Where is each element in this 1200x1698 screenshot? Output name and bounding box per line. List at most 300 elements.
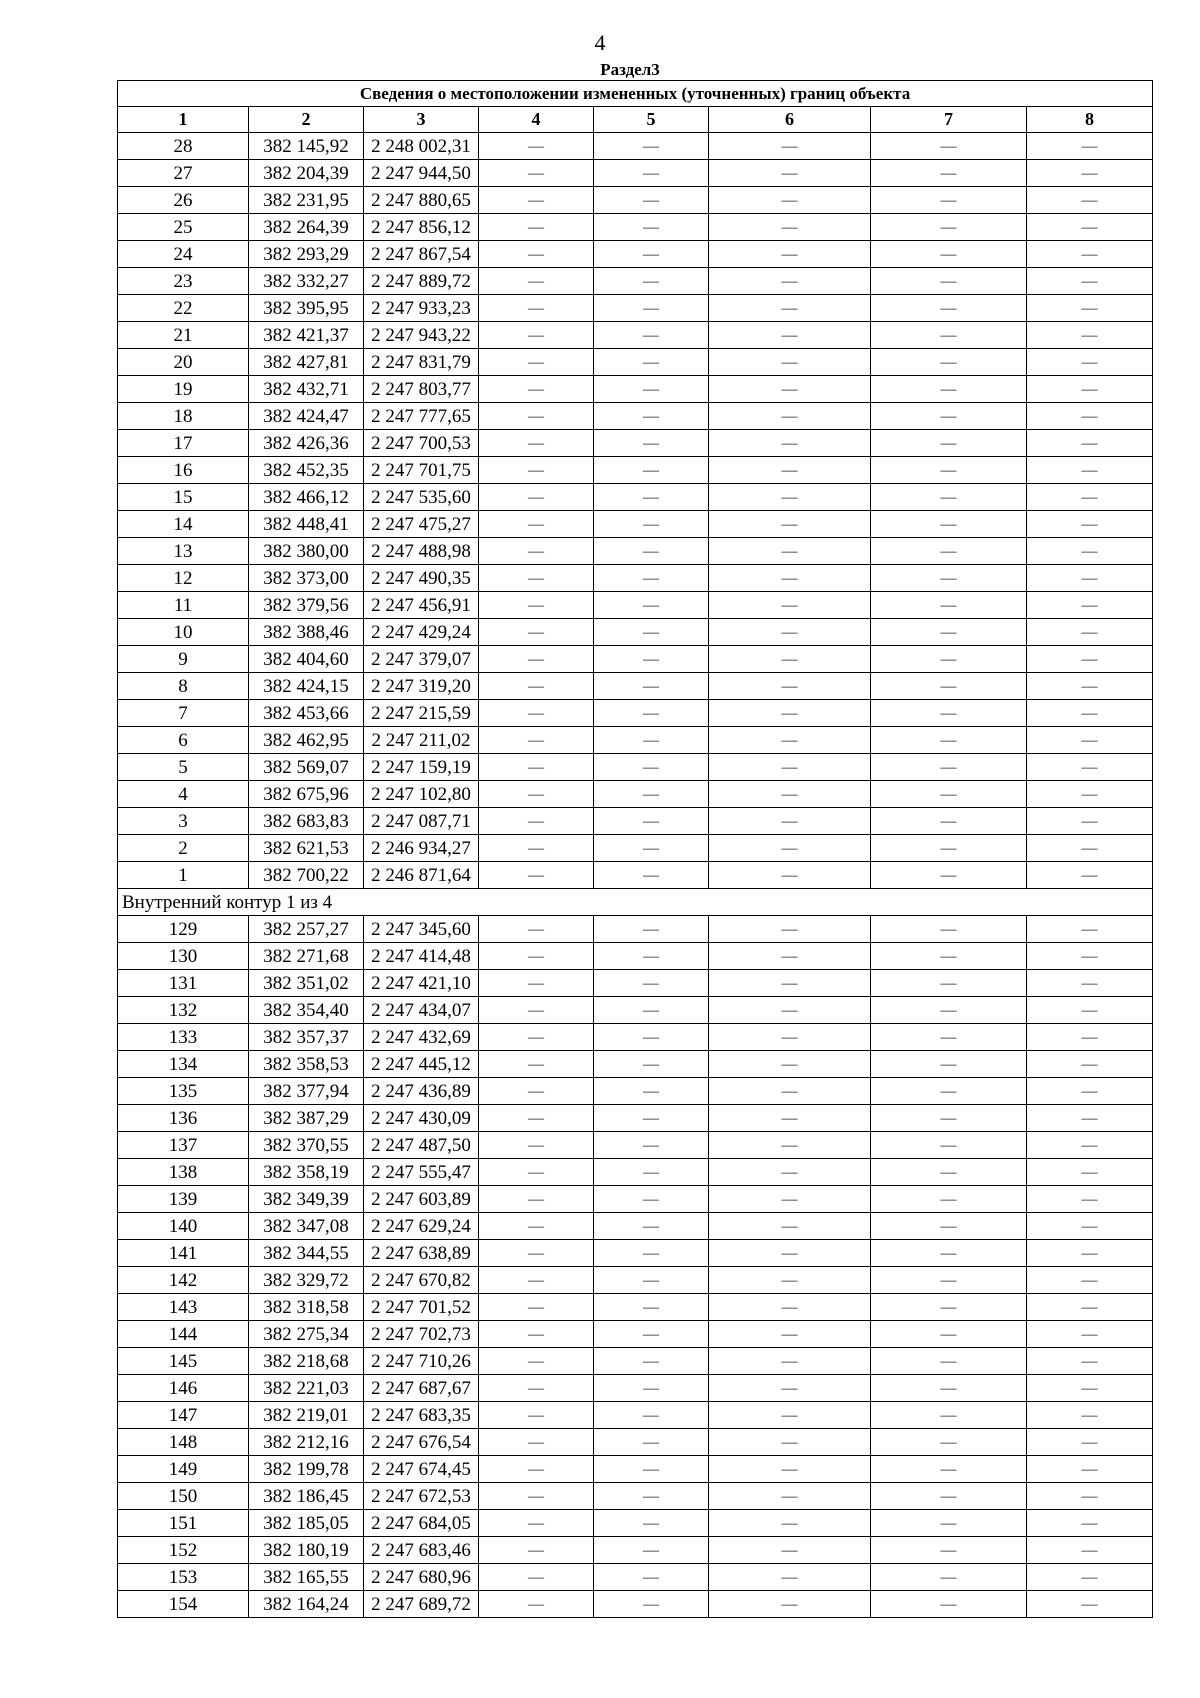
table-row — [118, 403, 1153, 430]
point-number-cell: 2 — [118, 835, 249, 862]
empty-value-dash: — — [709, 916, 871, 943]
empty-value-dash: — — [709, 511, 871, 538]
column-header: 8 — [1027, 107, 1153, 133]
x-coordinate-cell: 382 387,29 — [249, 1105, 364, 1132]
x-coordinate-cell: 382 271,68 — [249, 943, 364, 970]
table-row — [118, 1591, 1153, 1618]
y-coordinate-cell: 2 247 831,79 — [364, 349, 479, 376]
column-header: 7 — [871, 107, 1027, 133]
table-row — [118, 700, 1153, 727]
empty-value-dash: — — [594, 862, 709, 889]
point-number-cell: 138 — [118, 1159, 249, 1186]
empty-value-dash: — — [594, 484, 709, 511]
empty-value-dash: — — [1027, 160, 1153, 187]
contour-label: Внутренний контур 1 из 4 — [118, 889, 1153, 916]
empty-value-dash: — — [871, 1024, 1027, 1051]
y-coordinate-cell: 2 247 638,89 — [364, 1240, 479, 1267]
table-row — [118, 1483, 1153, 1510]
empty-value-dash: — — [1027, 349, 1153, 376]
empty-value-dash: — — [594, 727, 709, 754]
point-number-cell: 129 — [118, 916, 249, 943]
table-row — [118, 1537, 1153, 1564]
x-coordinate-cell: 382 358,19 — [249, 1159, 364, 1186]
point-number-cell: 25 — [118, 214, 249, 241]
y-coordinate-cell: 2 247 710,26 — [364, 1348, 479, 1375]
empty-value-dash: — — [479, 1267, 594, 1294]
column-header: 5 — [594, 107, 709, 133]
empty-value-dash: — — [709, 700, 871, 727]
empty-value-dash: — — [594, 1105, 709, 1132]
y-coordinate-cell: 2 247 456,91 — [364, 592, 479, 619]
empty-value-dash: — — [709, 1402, 871, 1429]
empty-value-dash: — — [479, 673, 594, 700]
point-number-cell: 8 — [118, 673, 249, 700]
empty-value-dash: — — [594, 1078, 709, 1105]
empty-value-dash: — — [871, 1456, 1027, 1483]
empty-value-dash: — — [594, 430, 709, 457]
empty-value-dash: — — [871, 781, 1027, 808]
empty-value-dash: — — [1027, 1429, 1153, 1456]
table-row — [118, 484, 1153, 511]
empty-value-dash: — — [479, 754, 594, 781]
table-row — [118, 943, 1153, 970]
table-row — [118, 349, 1153, 376]
empty-value-dash: — — [1027, 295, 1153, 322]
empty-value-dash: — — [871, 322, 1027, 349]
empty-value-dash: — — [594, 1375, 709, 1402]
empty-value-dash: — — [871, 214, 1027, 241]
empty-value-dash: — — [479, 457, 594, 484]
table-row — [118, 1132, 1153, 1159]
point-number-cell: 1 — [118, 862, 249, 889]
empty-value-dash: — — [594, 1591, 709, 1618]
point-number-cell: 154 — [118, 1591, 249, 1618]
empty-value-dash: — — [594, 214, 709, 241]
empty-value-dash: — — [871, 1078, 1027, 1105]
empty-value-dash: — — [709, 673, 871, 700]
x-coordinate-cell: 382 388,46 — [249, 619, 364, 646]
y-coordinate-cell: 2 247 687,67 — [364, 1375, 479, 1402]
table-row — [118, 862, 1153, 889]
empty-value-dash: — — [871, 1294, 1027, 1321]
x-coordinate-cell: 382 380,00 — [249, 538, 364, 565]
table-row — [118, 1348, 1153, 1375]
empty-value-dash: — — [1027, 214, 1153, 241]
empty-value-dash: — — [594, 1564, 709, 1591]
empty-value-dash: — — [709, 754, 871, 781]
empty-value-dash: — — [594, 808, 709, 835]
empty-value-dash: — — [479, 1186, 594, 1213]
empty-value-dash: — — [479, 646, 594, 673]
empty-value-dash: — — [594, 1456, 709, 1483]
empty-value-dash: — — [1027, 1240, 1153, 1267]
empty-value-dash: — — [594, 916, 709, 943]
empty-value-dash: — — [594, 403, 709, 430]
empty-value-dash: — — [479, 484, 594, 511]
empty-value-dash: — — [479, 511, 594, 538]
point-number-cell: 9 — [118, 646, 249, 673]
x-coordinate-cell: 382 344,55 — [249, 1240, 364, 1267]
empty-value-dash: — — [594, 592, 709, 619]
x-coordinate-cell: 382 432,71 — [249, 376, 364, 403]
table-row — [118, 457, 1153, 484]
table-row — [118, 997, 1153, 1024]
empty-value-dash: — — [709, 1078, 871, 1105]
y-coordinate-cell: 2 246 871,64 — [364, 862, 479, 889]
empty-value-dash: — — [871, 1348, 1027, 1375]
point-number-cell: 152 — [118, 1537, 249, 1564]
empty-value-dash: — — [594, 295, 709, 322]
empty-value-dash: — — [1027, 1294, 1153, 1321]
table-row — [118, 268, 1153, 295]
empty-value-dash: — — [1027, 997, 1153, 1024]
empty-value-dash: — — [479, 592, 594, 619]
empty-value-dash: — — [594, 457, 709, 484]
empty-value-dash: — — [871, 403, 1027, 430]
empty-value-dash: — — [709, 1213, 871, 1240]
empty-value-dash: — — [709, 862, 871, 889]
point-number-cell: 148 — [118, 1429, 249, 1456]
empty-value-dash: — — [1027, 1402, 1153, 1429]
empty-value-dash: — — [594, 1051, 709, 1078]
empty-value-dash: — — [1027, 700, 1153, 727]
empty-value-dash: — — [709, 1375, 871, 1402]
table-row — [118, 187, 1153, 214]
empty-value-dash: — — [1027, 1564, 1153, 1591]
empty-value-dash: — — [709, 1267, 871, 1294]
empty-value-dash: — — [709, 484, 871, 511]
empty-value-dash: — — [871, 457, 1027, 484]
x-coordinate-cell: 382 186,45 — [249, 1483, 364, 1510]
x-coordinate-cell: 382 379,56 — [249, 592, 364, 619]
empty-value-dash: — — [871, 1564, 1027, 1591]
empty-value-dash: — — [594, 1402, 709, 1429]
empty-value-dash: — — [709, 646, 871, 673]
point-number-cell: 3 — [118, 808, 249, 835]
y-coordinate-cell: 2 247 432,69 — [364, 1024, 479, 1051]
empty-value-dash: — — [709, 160, 871, 187]
x-coordinate-cell: 382 675,96 — [249, 781, 364, 808]
empty-value-dash: — — [1027, 241, 1153, 268]
empty-value-dash: — — [1027, 754, 1153, 781]
x-coordinate-cell: 382 329,72 — [249, 1267, 364, 1294]
empty-value-dash: — — [1027, 1483, 1153, 1510]
empty-value-dash: — — [871, 970, 1027, 997]
y-coordinate-cell: 2 247 087,71 — [364, 808, 479, 835]
empty-value-dash: — — [1027, 511, 1153, 538]
empty-value-dash: — — [871, 1429, 1027, 1456]
x-coordinate-cell: 382 466,12 — [249, 484, 364, 511]
point-number-cell: 17 — [118, 430, 249, 457]
table-row — [118, 538, 1153, 565]
y-coordinate-cell: 2 247 475,27 — [364, 511, 479, 538]
point-number-cell: 131 — [118, 970, 249, 997]
table-row — [118, 1078, 1153, 1105]
empty-value-dash: — — [709, 1240, 871, 1267]
point-number-cell: 14 — [118, 511, 249, 538]
empty-value-dash: — — [1027, 1105, 1153, 1132]
empty-value-dash: — — [1027, 592, 1153, 619]
point-number-cell: 6 — [118, 727, 249, 754]
y-coordinate-cell: 2 247 487,50 — [364, 1132, 479, 1159]
table-title-row — [118, 81, 1153, 107]
y-coordinate-cell: 2 247 867,54 — [364, 241, 479, 268]
point-number-cell: 137 — [118, 1132, 249, 1159]
empty-value-dash: — — [871, 538, 1027, 565]
empty-value-dash: — — [1027, 322, 1153, 349]
boundary-coordinates-table — [117, 80, 1153, 1618]
empty-value-dash: — — [594, 1240, 709, 1267]
table-row — [118, 241, 1153, 268]
x-coordinate-cell: 382 165,55 — [249, 1564, 364, 1591]
empty-value-dash: — — [1027, 1159, 1153, 1186]
empty-value-dash: — — [709, 997, 871, 1024]
y-coordinate-cell: 2 247 555,47 — [364, 1159, 479, 1186]
empty-value-dash: — — [709, 538, 871, 565]
empty-value-dash: — — [871, 997, 1027, 1024]
empty-value-dash: — — [871, 916, 1027, 943]
y-coordinate-cell: 2 247 670,82 — [364, 1267, 479, 1294]
empty-value-dash: — — [871, 1510, 1027, 1537]
empty-value-dash: — — [871, 727, 1027, 754]
table-row — [118, 754, 1153, 781]
y-coordinate-cell: 2 247 680,96 — [364, 1564, 479, 1591]
empty-value-dash: — — [594, 1483, 709, 1510]
empty-value-dash: — — [1027, 484, 1153, 511]
empty-value-dash: — — [1027, 1267, 1153, 1294]
empty-value-dash: — — [871, 484, 1027, 511]
empty-value-dash: — — [479, 1078, 594, 1105]
empty-value-dash: — — [479, 1456, 594, 1483]
empty-value-dash: — — [709, 1429, 871, 1456]
empty-value-dash: — — [594, 1132, 709, 1159]
y-coordinate-cell: 2 247 414,48 — [364, 943, 479, 970]
empty-value-dash: — — [479, 700, 594, 727]
empty-value-dash: — — [709, 970, 871, 997]
empty-value-dash: — — [871, 268, 1027, 295]
empty-value-dash: — — [1027, 808, 1153, 835]
empty-value-dash: — — [1027, 376, 1153, 403]
x-coordinate-cell: 382 219,01 — [249, 1402, 364, 1429]
y-coordinate-cell: 2 247 490,35 — [364, 565, 479, 592]
table-body — [118, 81, 1153, 1618]
empty-value-dash: — — [594, 1267, 709, 1294]
empty-value-dash: — — [1027, 1591, 1153, 1618]
point-number-cell: 139 — [118, 1186, 249, 1213]
point-number-cell: 13 — [118, 538, 249, 565]
empty-value-dash: — — [479, 133, 594, 160]
empty-value-dash: — — [871, 376, 1027, 403]
empty-value-dash: — — [479, 1240, 594, 1267]
empty-value-dash: — — [479, 1213, 594, 1240]
empty-value-dash: — — [594, 1159, 709, 1186]
point-number-cell: 18 — [118, 403, 249, 430]
empty-value-dash: — — [479, 187, 594, 214]
page-number: 4 — [594, 30, 606, 55]
empty-value-dash: — — [594, 1429, 709, 1456]
table-row — [118, 1564, 1153, 1591]
empty-value-dash: — — [871, 1159, 1027, 1186]
empty-value-dash: — — [871, 1105, 1027, 1132]
empty-value-dash: — — [479, 1321, 594, 1348]
point-number-cell: 12 — [118, 565, 249, 592]
empty-value-dash: — — [709, 1186, 871, 1213]
empty-value-dash: — — [709, 808, 871, 835]
empty-value-dash: — — [871, 619, 1027, 646]
y-coordinate-cell: 2 247 421,10 — [364, 970, 479, 997]
point-number-cell: 11 — [118, 592, 249, 619]
y-coordinate-cell: 2 247 488,98 — [364, 538, 479, 565]
y-coordinate-cell: 2 247 211,02 — [364, 727, 479, 754]
table-row — [118, 430, 1153, 457]
empty-value-dash: — — [709, 1348, 871, 1375]
table-row — [118, 1375, 1153, 1402]
table-row — [118, 376, 1153, 403]
empty-value-dash: — — [594, 1348, 709, 1375]
empty-value-dash: — — [1027, 457, 1153, 484]
empty-value-dash: — — [479, 1105, 594, 1132]
y-coordinate-cell: 2 247 689,72 — [364, 1591, 479, 1618]
table-row — [118, 295, 1153, 322]
empty-value-dash: — — [479, 322, 594, 349]
y-coordinate-cell: 2 247 676,54 — [364, 1429, 479, 1456]
y-coordinate-cell: 2 247 436,89 — [364, 1078, 479, 1105]
x-coordinate-cell: 382 424,47 — [249, 403, 364, 430]
empty-value-dash: — — [871, 1213, 1027, 1240]
empty-value-dash: — — [709, 1591, 871, 1618]
empty-value-dash: — — [594, 376, 709, 403]
y-coordinate-cell: 2 247 215,59 — [364, 700, 479, 727]
point-number-cell: 130 — [118, 943, 249, 970]
empty-value-dash: — — [1027, 1024, 1153, 1051]
empty-value-dash: — — [709, 835, 871, 862]
y-coordinate-cell: 2 247 933,23 — [364, 295, 479, 322]
point-number-cell: 153 — [118, 1564, 249, 1591]
y-coordinate-cell: 2 247 434,07 — [364, 997, 479, 1024]
empty-value-dash: — — [594, 1294, 709, 1321]
empty-value-dash: — — [479, 1159, 594, 1186]
empty-value-dash: — — [871, 1375, 1027, 1402]
empty-value-dash: — — [1027, 781, 1153, 808]
empty-value-dash: — — [1027, 646, 1153, 673]
empty-value-dash: — — [594, 322, 709, 349]
empty-value-dash: — — [594, 781, 709, 808]
x-coordinate-cell: 382 395,95 — [249, 295, 364, 322]
x-coordinate-cell: 382 164,24 — [249, 1591, 364, 1618]
empty-value-dash: — — [709, 133, 871, 160]
empty-value-dash: — — [709, 214, 871, 241]
empty-value-dash: — — [479, 1429, 594, 1456]
point-number-cell: 150 — [118, 1483, 249, 1510]
empty-value-dash: — — [709, 403, 871, 430]
x-coordinate-cell: 382 404,60 — [249, 646, 364, 673]
empty-value-dash: — — [1027, 727, 1153, 754]
empty-value-dash: — — [479, 916, 594, 943]
empty-value-dash: — — [479, 403, 594, 430]
empty-value-dash: — — [479, 835, 594, 862]
empty-value-dash: — — [594, 700, 709, 727]
empty-value-dash: — — [871, 349, 1027, 376]
empty-value-dash: — — [709, 430, 871, 457]
table-row — [118, 592, 1153, 619]
point-number-cell: 146 — [118, 1375, 249, 1402]
empty-value-dash: — — [871, 295, 1027, 322]
empty-value-dash: — — [479, 1591, 594, 1618]
empty-value-dash: — — [479, 376, 594, 403]
empty-value-dash: — — [479, 565, 594, 592]
table-row — [118, 1510, 1153, 1537]
empty-value-dash: — — [1027, 1348, 1153, 1375]
empty-value-dash: — — [479, 862, 594, 889]
empty-value-dash: — — [709, 619, 871, 646]
empty-value-dash: — — [479, 1051, 594, 1078]
empty-value-dash: — — [871, 1267, 1027, 1294]
empty-value-dash: — — [1027, 1078, 1153, 1105]
empty-value-dash: — — [479, 160, 594, 187]
x-coordinate-cell: 382 377,94 — [249, 1078, 364, 1105]
empty-value-dash: — — [709, 1105, 871, 1132]
empty-value-dash: — — [479, 727, 594, 754]
empty-value-dash: — — [1027, 133, 1153, 160]
empty-value-dash: — — [594, 268, 709, 295]
empty-value-dash: — — [709, 322, 871, 349]
empty-value-dash: — — [594, 646, 709, 673]
y-coordinate-cell: 2 246 934,27 — [364, 835, 479, 862]
table-row — [118, 1051, 1153, 1078]
x-coordinate-cell: 382 349,39 — [249, 1186, 364, 1213]
table-row — [118, 970, 1153, 997]
empty-value-dash: — — [594, 241, 709, 268]
point-number-cell: 133 — [118, 1024, 249, 1051]
empty-value-dash: — — [871, 862, 1027, 889]
table-row — [118, 511, 1153, 538]
x-coordinate-cell: 382 332,27 — [249, 268, 364, 295]
empty-value-dash: — — [709, 457, 871, 484]
table-row — [118, 1402, 1153, 1429]
x-coordinate-cell: 382 180,19 — [249, 1537, 364, 1564]
point-number-cell: 24 — [118, 241, 249, 268]
empty-value-dash: — — [594, 133, 709, 160]
empty-value-dash: — — [709, 592, 871, 619]
y-coordinate-cell: 2 247 603,89 — [364, 1186, 479, 1213]
table-row — [118, 916, 1153, 943]
point-number-cell: 140 — [118, 1213, 249, 1240]
column-header-row — [118, 107, 1153, 133]
section-label: Раздел3 — [600, 60, 660, 79]
y-coordinate-cell: 2 247 701,52 — [364, 1294, 479, 1321]
empty-value-dash: — — [479, 268, 594, 295]
table-row — [118, 619, 1153, 646]
empty-value-dash: — — [479, 214, 594, 241]
y-coordinate-cell: 2 247 889,72 — [364, 268, 479, 295]
x-coordinate-cell: 382 426,36 — [249, 430, 364, 457]
table-row — [118, 1105, 1153, 1132]
empty-value-dash: — — [871, 565, 1027, 592]
empty-value-dash: — — [479, 619, 594, 646]
point-number-cell: 143 — [118, 1294, 249, 1321]
y-coordinate-cell: 2 247 674,45 — [364, 1456, 479, 1483]
empty-value-dash: — — [871, 160, 1027, 187]
column-header: 4 — [479, 107, 594, 133]
empty-value-dash: — — [1027, 538, 1153, 565]
y-coordinate-cell: 2 247 379,07 — [364, 646, 479, 673]
table-row — [118, 1186, 1153, 1213]
x-coordinate-cell: 382 358,53 — [249, 1051, 364, 1078]
empty-value-dash: — — [871, 511, 1027, 538]
x-coordinate-cell: 382 700,22 — [249, 862, 364, 889]
empty-value-dash: — — [709, 1321, 871, 1348]
x-coordinate-cell: 382 257,27 — [249, 916, 364, 943]
